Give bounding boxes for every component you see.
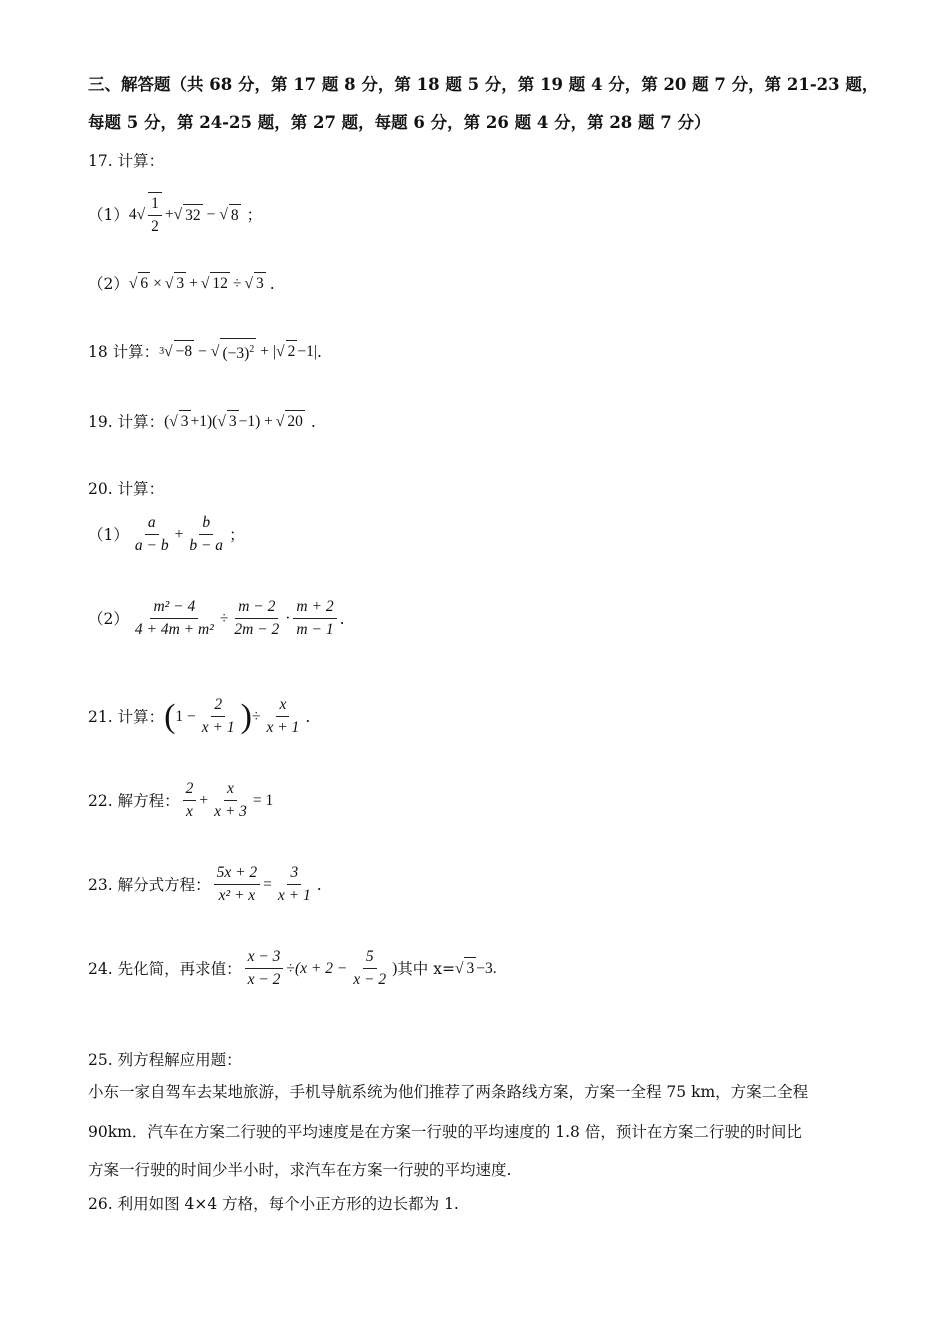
q23 xyxy=(88,862,322,907)
q21-op: ÷ xyxy=(251,707,261,725)
q21-frac1 xyxy=(199,694,238,739)
q20-part1-label: （1） xyxy=(88,525,129,544)
q22-d1: x xyxy=(186,803,193,820)
q17-1-den: 2 xyxy=(151,218,159,235)
q22-n2: x xyxy=(224,778,237,801)
q17-2-a: 6 xyxy=(138,272,150,295)
q20-1-d1: a − b xyxy=(134,537,169,554)
q19-label: 19. 计算： xyxy=(88,412,165,431)
q23-d2: x + 1 xyxy=(277,887,311,904)
q19-mid: +1)( xyxy=(190,412,218,430)
q24-op: ÷ xyxy=(286,959,295,977)
q20-part2-label: （2） xyxy=(88,609,129,628)
q23-frac2 xyxy=(275,862,314,907)
q20-2-d3: m − 1 xyxy=(296,621,334,638)
q22-d2: x + 3 xyxy=(214,803,247,820)
q20-1-n2: b xyxy=(199,512,213,535)
q20-1-n1: a xyxy=(145,512,159,535)
q24-close: ) xyxy=(392,959,398,977)
q25-line1: 小东一家自驾车去某地旅游，手机导航系统为他们推荐了两条路线方案，方案一全程 75 km，方案二全程 xyxy=(88,1083,809,1101)
q21-d1: x + 1 xyxy=(201,719,235,736)
q20-part2 xyxy=(88,596,345,641)
q21-d2: x + 1 xyxy=(266,719,300,736)
q20-2-n2: m − 2 xyxy=(235,596,278,619)
q22-frac2 xyxy=(211,778,250,823)
q23-end: . xyxy=(316,875,322,894)
q24-n1: x − 3 xyxy=(245,946,284,969)
q17-1-op1: + xyxy=(164,206,174,223)
q20-1-frac1 xyxy=(132,512,172,557)
q17-1-root2: 8 xyxy=(229,204,241,227)
q21-end: . xyxy=(305,707,311,726)
q17-1-num: 1 xyxy=(148,193,162,216)
q21-frac2 xyxy=(263,694,302,739)
q20-2-d1: 4 + 4m + m² xyxy=(134,621,214,638)
q20-2-frac3 xyxy=(293,596,336,641)
q20-2-end: . xyxy=(339,609,345,628)
q20-part1 xyxy=(88,512,245,557)
q19-root2: 3 xyxy=(227,410,239,433)
section-header-line1: 三、解答题（共 68 分，第 17 题 8 分，第 18 题 5 分，第 19 题 4 分，第 20 题 7 分，第 21-23 题， xyxy=(88,75,879,94)
q24-frac1 xyxy=(245,946,284,991)
q25-line2: 90km．汽车在方案二行驶的平均速度是在方案一行驶的平均速度的 1.8 倍，预计在方案二行驶的时间比 xyxy=(88,1123,802,1141)
q20-2-frac1 xyxy=(132,596,217,641)
q19-root1: 3 xyxy=(179,410,191,433)
q21: 21. 计算： ( 1 − $\frac{2}{x + 1}$ ) ÷ $\frac{x}{x + 1}$ . xyxy=(88,694,310,739)
q24-d1: x − 2 xyxy=(247,971,281,988)
q17-2-b: 3 xyxy=(174,272,186,295)
q17-1-frac xyxy=(148,192,162,238)
q18-cbrt-arg: −8 xyxy=(174,340,195,363)
q18-abs-rest: −1 xyxy=(297,342,314,360)
q20-1-end: ； xyxy=(229,525,245,544)
q24: 24. 先化简，再求值： $\frac{x - 3}{x - 2}$ ÷ (x + 2 − $\frac{5}{x - 2}$ ) 其中 x= √ 3 −3. xyxy=(88,946,497,991)
q17-part1-label: （1） xyxy=(88,206,129,224)
q17-1-end: ； xyxy=(246,206,263,224)
q20-2-n3: m + 2 xyxy=(293,596,336,619)
q24-label: 24. 先化简，再求值： xyxy=(88,959,242,978)
q25-line3: 方案一行驶的时间少半小时，求汽车在方案一行驶的平均速度. xyxy=(88,1161,512,1179)
q24-frac2 xyxy=(350,946,389,991)
q18-end: . xyxy=(317,342,322,361)
q18-op1: − xyxy=(198,342,207,360)
q17-label: 17. 计算： xyxy=(88,152,165,170)
q17-2-d: 3 xyxy=(254,272,266,295)
q23-n2: 3 xyxy=(287,862,301,885)
q22-rhs: = 1 xyxy=(252,791,274,809)
q17-part1: （1） 4 √ $\frac{1}{2}$ + √ 32 − √ 8 ； xyxy=(88,192,262,238)
q17-2-end: . xyxy=(269,274,275,293)
q18-exp: 2 xyxy=(249,344,255,355)
q18-abs-root: 2 xyxy=(286,340,298,363)
q18-sqrt-arg: (−3) xyxy=(222,345,250,363)
q18-cbrt-index: 3 xyxy=(159,345,165,357)
q17-1-op2: − xyxy=(206,206,216,223)
q22-op: + xyxy=(199,791,209,809)
q20-2-op1: ÷ xyxy=(219,609,229,627)
q24-tail: 其中 x= xyxy=(397,959,455,978)
q19-root3: 20 xyxy=(285,410,305,433)
q22-n1: 2 xyxy=(183,778,197,801)
q17-1-coef: 4 xyxy=(128,206,137,223)
q21-n2: x xyxy=(276,694,289,717)
q25-label: 25. 列方程解应用题： xyxy=(88,1051,242,1069)
q24-root: 3 xyxy=(464,957,476,980)
q20-2-op2: · xyxy=(285,609,291,627)
q23-n1: 5x + 2 xyxy=(214,862,261,885)
q20-1-op: + xyxy=(174,525,184,543)
q20-1-d2: b − a xyxy=(189,537,224,554)
q24-tail2: −3. xyxy=(476,959,497,977)
q18-label: 18 计算： xyxy=(88,342,160,361)
q21-n1: 2 xyxy=(211,694,225,717)
q17-2-c: 12 xyxy=(210,272,230,295)
q19-open: ( xyxy=(164,412,170,430)
q24-d2: x − 2 xyxy=(353,971,387,988)
q26-label: 26. 利用如图 4×4 方格，每个小正方形的边长都为 1. xyxy=(88,1195,459,1213)
q24-n2: 5 xyxy=(363,946,377,969)
q20-2-frac2 xyxy=(231,596,282,641)
q23-eq: = xyxy=(263,875,272,893)
q23-frac1 xyxy=(214,862,261,907)
q22-frac1 xyxy=(183,778,197,823)
q23-d1: x² + x xyxy=(218,887,256,904)
q18: 18 计算： 3 √ −8 − √ $(-3)^2$ + | √ 2 −1 | . xyxy=(88,338,322,365)
q20-1-frac2 xyxy=(186,512,226,557)
q17-2-op3: ÷ xyxy=(232,274,242,292)
q19-end: . xyxy=(310,412,316,431)
q20-2-n1: m² − 4 xyxy=(150,596,198,619)
q20-2-d2: 2m − 2 xyxy=(234,621,280,638)
q24-mid: (x + 2 − xyxy=(294,959,348,977)
q20-label: 20. 计算： xyxy=(88,480,165,498)
q18-op2: + xyxy=(260,342,270,360)
section-header-line2: 每题 5 分，第 24-25 题，第 27 题，每题 6 分，第 26 题 4 分，第 28 题 7 分） xyxy=(88,113,711,132)
q17-part2-label: （2） xyxy=(88,274,129,293)
q17-part2: （2） √ 6 × √ 3 + √ 12 ÷ √ 3 . xyxy=(88,272,275,295)
q17-2-op2: + xyxy=(189,274,198,292)
q17-1-root1: 32 xyxy=(183,204,203,227)
q19-tail: −1) + xyxy=(238,412,273,430)
q19: 19. 计算： ( √ 3 +1)( √ 3 −1) + √ 20 . xyxy=(88,410,316,433)
q21-label: 21. 计算： xyxy=(88,707,165,726)
q22 xyxy=(88,778,273,823)
q23-label: 23. 解分式方程： xyxy=(88,875,211,894)
q17-2-op1: × xyxy=(153,274,162,292)
q21-one: 1 − xyxy=(175,707,196,725)
q22-label: 22. 解方程： xyxy=(88,791,180,810)
